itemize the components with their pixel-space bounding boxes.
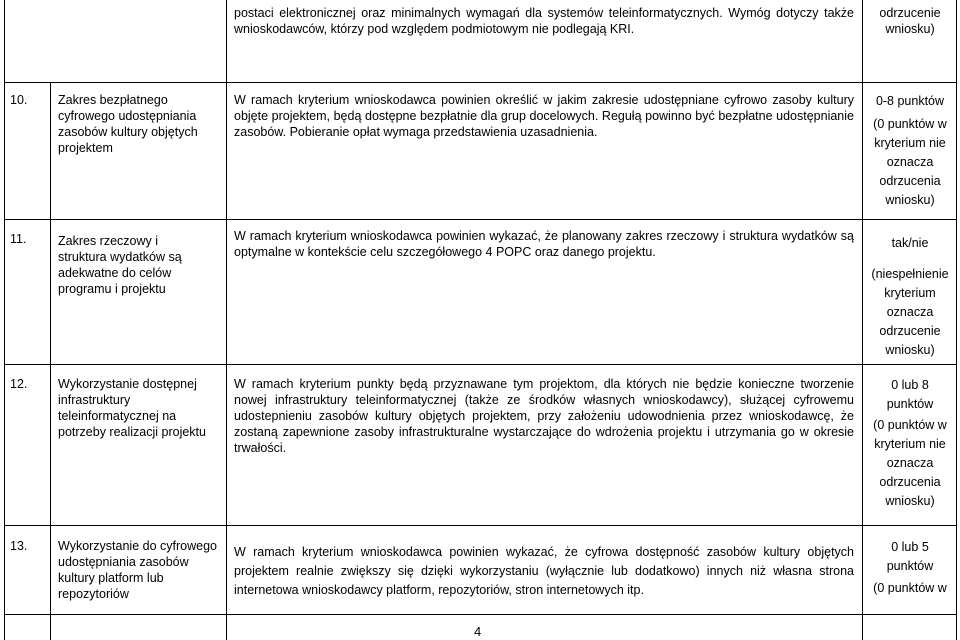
criterion-name: Zakres bezpłatnego cyfrowego udostępniania zasobów kultury objętych projektem: [58, 93, 198, 155]
row-separator-4: [4, 525, 957, 526]
row-number: 11.: [10, 232, 27, 246]
row-number: 13.: [10, 539, 28, 553]
score-line: punktów: [886, 559, 934, 573]
prev-row-description: postaci elektronicznej oraz minimalnych wymagań dla systemów teleinformatycznych. Wymóg dotyczy także wnioskodawców, którzy pod względem podmiotowym nie podlegają KRI.: [234, 6, 854, 36]
criterion-description: W ramach kryterium wnioskodawca powinien wykazać, że cyfrowa dostępność zasobów kultury objętych projektem realnie zwiększy się dzięki wykorzystaniu (wyłącznie lub dodatkowo) innych niż własna strona internetowa wnioskodawcy platform, repozytoriów, stron internetowych itp.: [234, 545, 854, 597]
score-line: kryterium nie: [874, 136, 946, 150]
score-line: oznacza: [886, 155, 934, 169]
score-line: tak/nie: [891, 236, 929, 250]
score-line: (0 punktów w: [873, 418, 947, 432]
criterion-name: Wykorzystanie do cyfrowego udostępniania zasobów kultury platform lub repozytoriów: [58, 539, 217, 601]
score-line: 0 lub 5: [891, 540, 929, 554]
prev-row-score: [864, 5, 956, 37]
row-separator-1: [4, 82, 957, 83]
criterion-name: Zakres rzeczowy i struktura wydatków są adekwatne do celów programu i projektu: [58, 234, 182, 296]
table-bottom-border: [4, 614, 957, 615]
criterion-description: W ramach kryterium punkty będą przyznawane tym projektom, dla których nie będzie konieczne tworzenie nowej infrastruktury teleinformatycznej (także ze środków własnych wnioskodawcy), służącej cyfrowemu udostepnieniu zasobów kultury objętych projektem, przy założeniu udowodnienia przez wnioskodawcę, że zostaną zapewnione zasoby infrastrukturalne wystarczające do wdrożenia projektu i utrzymania go w okresie trwałości.: [234, 377, 854, 455]
score-line: kryterium: [884, 286, 936, 300]
score-line: 0 lub 8: [891, 378, 929, 392]
score-line: 0-8 punktów: [875, 94, 945, 108]
score-line: wniosku): [885, 343, 935, 357]
criterion-description: W ramach kryterium wnioskodawca powinien określić w jakim zakresie udostępniane cyfrowo zasoby kultury objęte projektem, będą dostępne bezpłatnie dla grup docelowych. Regułą powinno być bezpłatne udostępnianie zasobów. Pobieranie opłat wymaga przedstawienia uzasadnienia.: [234, 93, 854, 139]
table-col-divider-1: [50, 82, 51, 640]
score-line: punktów: [886, 397, 934, 411]
row-separator-2: [4, 219, 957, 220]
criterion-score: [864, 92, 956, 210]
row-separator-3: [4, 364, 957, 365]
row-number: 10.: [10, 93, 28, 107]
prev-row-score-line: wniosku): [885, 22, 935, 36]
score-line: wniosku): [885, 494, 935, 508]
table-col-divider-2: [226, 0, 227, 640]
score-line: oznacza: [886, 456, 934, 470]
table-left-border: [4, 0, 5, 640]
score-line: (0 punktów w: [873, 117, 947, 131]
score-line: odrzucenia: [879, 174, 941, 188]
score-line: (0 punktów w: [873, 581, 947, 595]
score-line: wniosku): [885, 193, 935, 207]
score-line: oznacza: [886, 305, 934, 319]
criterion-score: [864, 538, 956, 598]
score-line: kryterium nie: [874, 437, 946, 451]
criterion-score: [864, 376, 956, 511]
criterion-name: Wykorzystanie dostępnej infrastruktury teleinformatycznej na potrzeby realizacji projektu: [58, 377, 206, 439]
page-number: 4: [474, 624, 482, 639]
score-line: odrzucenie: [879, 324, 941, 338]
prev-row-score-line: odrzucenie: [879, 6, 941, 20]
score-line: odrzucenia: [879, 475, 941, 489]
criterion-score: [864, 234, 956, 360]
table-col-divider-3: [862, 0, 863, 640]
table-right-border: [956, 0, 957, 640]
row-number: 12.: [10, 377, 28, 391]
score-line: (niespełnienie: [871, 267, 949, 281]
criterion-description: W ramach kryterium wnioskodawca powinien wykazać, że planowany zakres rzeczowy i struktura wydatków są optymalne w kontekście celu szczegółowego 4 POPC oraz danego projektu.: [234, 229, 854, 259]
